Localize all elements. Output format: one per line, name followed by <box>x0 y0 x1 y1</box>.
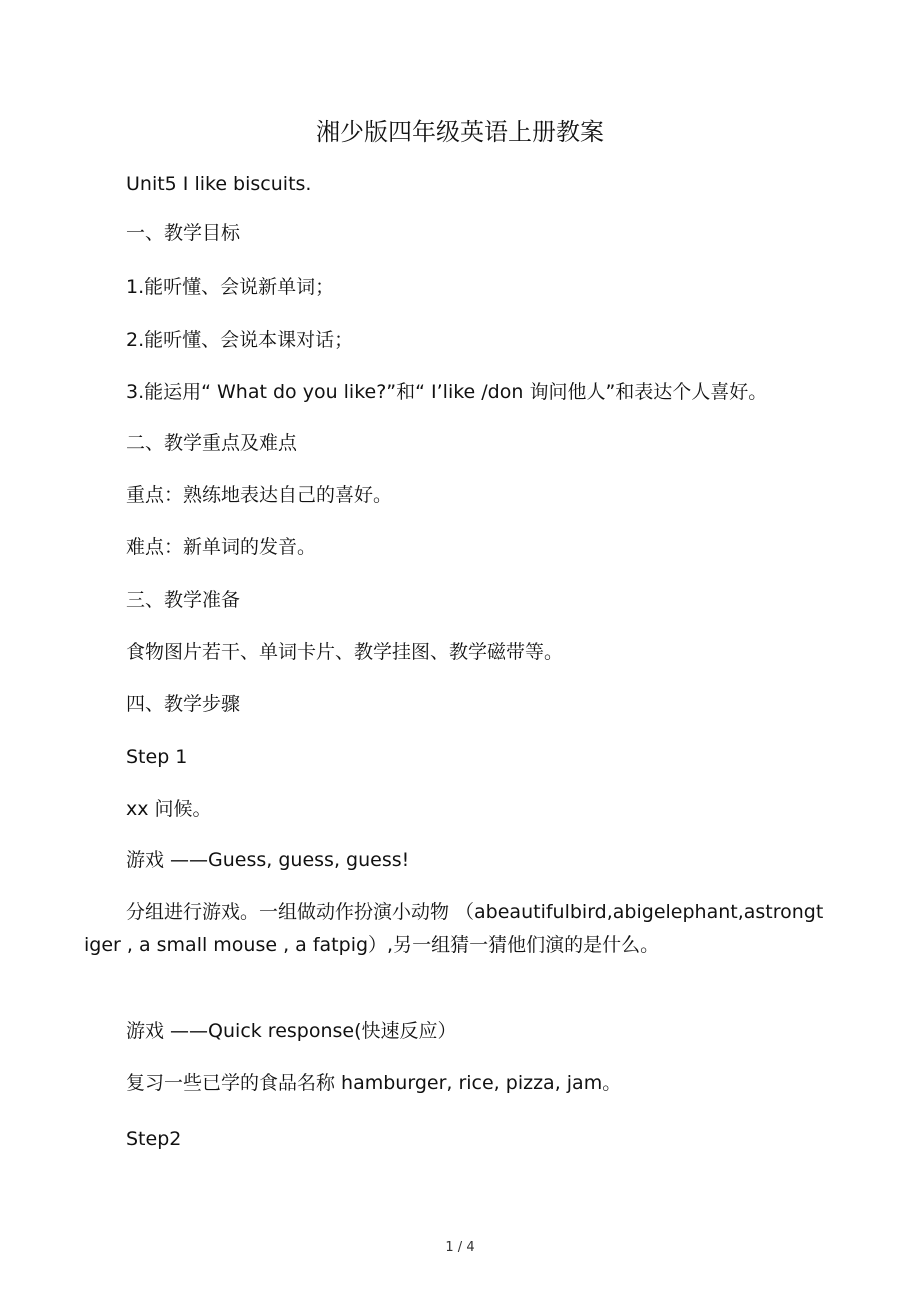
document-title: 湘少版四年级英语上册教案 <box>316 118 604 146</box>
section-heading-goals: 一、教学目标 <box>126 222 241 244</box>
difficult-point: 难点：新单词的发音。 <box>126 536 317 558</box>
goal-item-3: 3.能运用“ What do you like?”和“ I’like /don 询问他人”和表达个人喜好。 <box>126 381 768 403</box>
goal-item-2: 2.能听懂、会说本课对话； <box>126 329 354 351</box>
goal-item-1: 1.能听懂、会说新单词； <box>126 276 335 298</box>
game-1-description: 分组进行游戏。一组做动作扮演小动物 （abeautifulbird,abigelephant,astrongtiger , a small mouse , a fatpig）,另一组猜一猜他们演的是什么。 <box>84 901 824 956</box>
greeting-text: xx 问候。 <box>126 798 212 820</box>
key-point: 重点：熟练地表达自己的喜好。 <box>126 484 393 506</box>
section-heading-preparation: 三、教学准备 <box>126 589 241 611</box>
section-heading-key-points: 二、教学重点及难点 <box>126 432 298 454</box>
step-1-label: Step 1 <box>126 746 188 768</box>
step-2-label: Step2 <box>126 1128 182 1150</box>
game-1-title: 游戏 ——Guess, guess, guess! <box>126 849 410 871</box>
page-number: 1 / 4 <box>445 1240 475 1255</box>
unit-title: Unit5 I like biscuits. <box>126 173 312 195</box>
section-heading-steps: 四、教学步骤 <box>126 693 241 715</box>
review-text: 复习一些已学的食品名称 hamburger, rice, pizza, jam。 <box>126 1072 622 1094</box>
game-2-title: 游戏 ——Quick response(快速反应） <box>126 1020 457 1042</box>
preparation-text: 食物图片若干、单词卡片、教学挂图、教学磁带等。 <box>126 641 564 663</box>
